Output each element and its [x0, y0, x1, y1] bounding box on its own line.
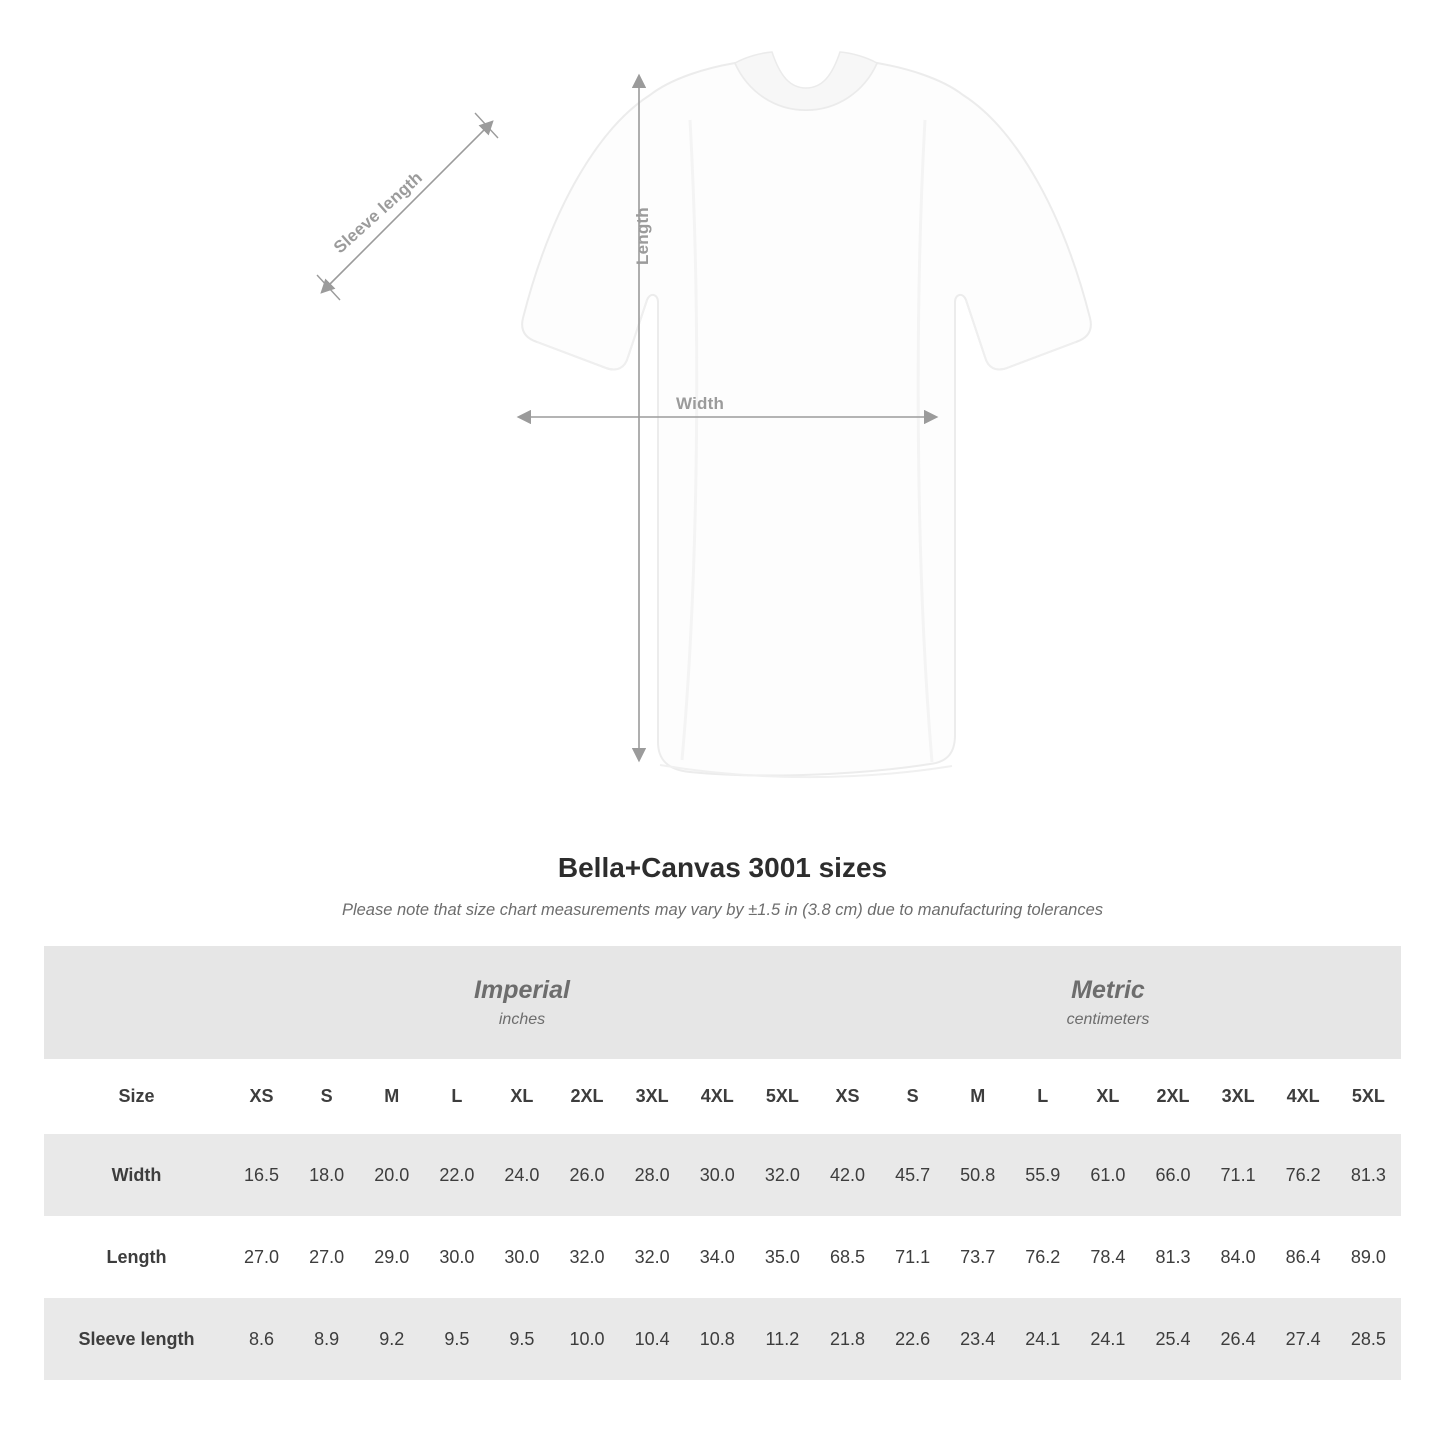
table-cell: 28.0 [620, 1134, 685, 1216]
table-cell: 71.1 [1206, 1134, 1271, 1216]
table-cell: 84.0 [1206, 1216, 1271, 1298]
unit-group-row [44, 946, 1401, 1059]
size-chart-table [44, 946, 1401, 1380]
size-column-header: 5XL [1336, 1059, 1401, 1134]
table-cell: 71.1 [880, 1216, 945, 1298]
table-cell: 16.5 [229, 1134, 294, 1216]
size-header-row [44, 1059, 1401, 1134]
table-cell: 26.0 [554, 1134, 619, 1216]
shirt-shape [522, 52, 1091, 777]
unit-group-imperial-name: Imperial [474, 976, 570, 1005]
table-cell: 23.4 [945, 1298, 1010, 1380]
table-cell: 20.0 [359, 1134, 424, 1216]
table-cell: 29.0 [359, 1216, 424, 1298]
table-cell: 76.2 [1010, 1216, 1075, 1298]
table-cell: 24.0 [489, 1134, 554, 1216]
width-dimension-label: Width [676, 394, 725, 413]
table-cell: 11.2 [750, 1298, 815, 1380]
table-cell: 26.4 [1206, 1298, 1271, 1380]
table-cell: 81.3 [1336, 1134, 1401, 1216]
unit-group-spacer [44, 946, 229, 1059]
size-column-header: L [1010, 1059, 1075, 1134]
size-column-header: 3XL [1206, 1059, 1271, 1134]
table-cell: 32.0 [620, 1216, 685, 1298]
size-column-header: 5XL [750, 1059, 815, 1134]
table-cell: 68.5 [815, 1216, 880, 1298]
unit-group-metric-sub: centimeters [1066, 1010, 1150, 1028]
table-row [44, 1298, 1401, 1380]
size-column-header: 4XL [1271, 1059, 1336, 1134]
size-column-header: 2XL [1140, 1059, 1205, 1134]
table-cell: 73.7 [945, 1216, 1010, 1298]
table-cell: 10.8 [685, 1298, 750, 1380]
size-column-header: S [880, 1059, 945, 1134]
table-cell: 9.5 [489, 1298, 554, 1380]
size-column-header: 4XL [685, 1059, 750, 1134]
table-cell: 55.9 [1010, 1134, 1075, 1216]
table-cell: 9.5 [424, 1298, 489, 1380]
size-table-wrapper [44, 946, 1401, 1380]
table-cell: 28.5 [1336, 1298, 1401, 1380]
length-dimension-label: Length [633, 207, 652, 265]
table-cell: 8.6 [229, 1298, 294, 1380]
size-column-header: 3XL [620, 1059, 685, 1134]
table-cell: 27.0 [229, 1216, 294, 1298]
table-row [44, 1216, 1401, 1298]
table-cell: 35.0 [750, 1216, 815, 1298]
chart-title-block [0, 852, 1445, 920]
page-title: Bella+Canvas 3001 sizes [557, 852, 888, 883]
row-label-length: Length [44, 1216, 229, 1298]
table-cell: 32.0 [554, 1216, 619, 1298]
table-cell: 76.2 [1271, 1134, 1336, 1216]
table-cell: 32.0 [750, 1134, 815, 1216]
table-cell: 61.0 [1075, 1134, 1140, 1216]
size-column-header: M [359, 1059, 424, 1134]
size-column-header: M [945, 1059, 1010, 1134]
table-cell: 25.4 [1140, 1298, 1205, 1380]
table-cell: 66.0 [1140, 1134, 1205, 1216]
size-column-header: L [424, 1059, 489, 1134]
size-column-header: XS [229, 1059, 294, 1134]
tolerance-note: Please note that size chart measurements may vary by ±1.5 in (3.8 cm) due to manufacturing tolerances [341, 901, 1104, 919]
table-cell: 30.0 [685, 1134, 750, 1216]
size-column-header: XL [1075, 1059, 1140, 1134]
table-cell: 18.0 [294, 1134, 359, 1216]
table-cell: 78.4 [1075, 1216, 1140, 1298]
unit-group-imperial [229, 946, 815, 1059]
table-cell: 30.0 [489, 1216, 554, 1298]
row-label-width: Width [44, 1134, 229, 1216]
table-cell: 8.9 [294, 1298, 359, 1380]
size-column-header: 2XL [554, 1059, 619, 1134]
table-cell: 50.8 [945, 1134, 1010, 1216]
table-cell: 22.6 [880, 1298, 945, 1380]
row-label-sleeve-length: Sleeve length [44, 1298, 229, 1380]
table-cell: 89.0 [1336, 1216, 1401, 1298]
table-row [44, 1134, 1401, 1216]
unit-group-metric-name: Metric [1071, 976, 1145, 1005]
unit-group-imperial-sub: inches [498, 1010, 546, 1028]
table-cell: 30.0 [424, 1216, 489, 1298]
table-cell: 81.3 [1140, 1216, 1205, 1298]
row-header-size: Size [44, 1059, 229, 1134]
table-cell: 42.0 [815, 1134, 880, 1216]
table-cell: 45.7 [880, 1134, 945, 1216]
table-cell: 86.4 [1271, 1216, 1336, 1298]
table-cell: 22.0 [424, 1134, 489, 1216]
size-column-header: S [294, 1059, 359, 1134]
table-cell: 10.0 [554, 1298, 619, 1380]
size-column-header: XS [815, 1059, 880, 1134]
size-column-header: XL [489, 1059, 554, 1134]
table-cell: 21.8 [815, 1298, 880, 1380]
table-cell: 10.4 [620, 1298, 685, 1380]
table-cell: 27.4 [1271, 1298, 1336, 1380]
table-cell: 24.1 [1075, 1298, 1140, 1380]
sleeve-length-dimension-label: Sleeve length [330, 167, 427, 258]
table-cell: 9.2 [359, 1298, 424, 1380]
table-cell: 24.1 [1010, 1298, 1075, 1380]
table-cell: 34.0 [685, 1216, 750, 1298]
unit-group-metric [815, 946, 1401, 1059]
table-cell: 27.0 [294, 1216, 359, 1298]
